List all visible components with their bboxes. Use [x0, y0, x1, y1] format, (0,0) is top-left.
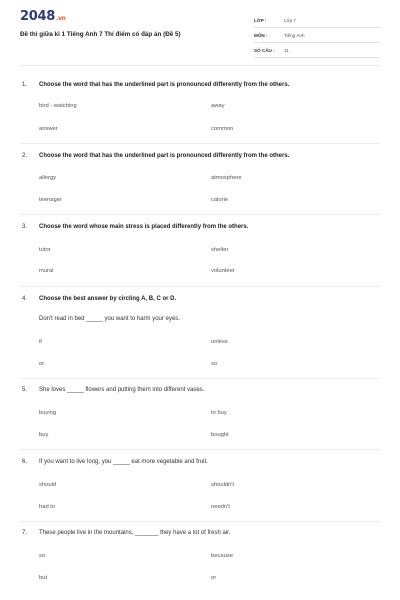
question-number: 5. — [22, 387, 28, 393]
question-divider — [20, 378, 380, 379]
meta-subject-row — [254, 29, 380, 43]
option-d[interactable]: so — [211, 361, 218, 367]
question-divider — [20, 286, 380, 287]
option-c[interactable]: buy — [39, 432, 49, 438]
option-d[interactable]: common — [211, 126, 234, 132]
option-a[interactable]: buying — [39, 410, 57, 416]
meta-class-row — [254, 14, 380, 28]
question-number: 1. — [22, 82, 28, 88]
option-c[interactable]: or — [39, 361, 45, 367]
option-b[interactable]: because — [211, 553, 233, 559]
page-header — [0, 0, 400, 66]
option-c[interactable]: but — [39, 575, 48, 581]
option-d[interactable]: or — [211, 575, 217, 581]
question-text: She loves _____ flowers and putting them into different vases. — [39, 387, 205, 393]
option-b[interactable]: unless — [211, 339, 228, 345]
option-c[interactable]: answer — [39, 126, 58, 132]
option-c[interactable]: mural — [39, 268, 54, 274]
option-a[interactable]: tutor — [39, 247, 51, 253]
question-text: These people live in the mountains, _______ they have a lot of fresh air. — [39, 530, 231, 536]
option-a[interactable]: so — [39, 553, 46, 559]
meta-class-value: Lớp 7 — [284, 18, 296, 23]
site-logo[interactable] — [20, 9, 66, 24]
meta-count-value: 11 — [284, 48, 289, 53]
option-a[interactable]: allergy — [39, 175, 57, 181]
option-b[interactable]: shouldn't — [211, 482, 235, 488]
question-divider — [20, 449, 380, 450]
document-title: Đề thi giữa kì 1 Tiếng Anh 7 Thí điểm có đáp án (Đề 5) — [20, 31, 181, 38]
question-text: Choose the word that has the underlined part is pronounced differently from the others. — [39, 82, 290, 88]
meta-count-label: SỐ CÂU : — [254, 48, 275, 53]
option-a[interactable]: should — [39, 482, 57, 488]
option-c[interactable]: teenager — [39, 197, 62, 203]
question-text: Choose the word that has the underlined part is pronounced differently from the others. — [39, 153, 290, 159]
meta-class-label: LỚP : — [254, 18, 267, 23]
question-text: Choose the best answer by circling A, B, C or D. — [39, 296, 177, 302]
question-divider — [20, 214, 380, 215]
question-divider — [20, 521, 380, 522]
option-c[interactable]: had to — [39, 504, 56, 510]
question-number: 3. — [22, 224, 28, 230]
option-a[interactable]: if — [39, 339, 42, 345]
logo-suffix: .vn — [55, 15, 66, 22]
option-d[interactable]: volunteer — [211, 268, 235, 274]
question-text: Choose the word whose main stress is placed differently from the others. — [39, 224, 249, 230]
question-divider — [20, 143, 380, 144]
option-d[interactable]: bought — [211, 432, 229, 438]
question-number: 7. — [22, 530, 28, 536]
meta-subject-value: Tiếng Anh — [284, 33, 305, 38]
option-d[interactable]: needn't — [211, 504, 230, 510]
option-b[interactable]: atmosphere — [211, 175, 242, 181]
question-number: 6. — [22, 459, 28, 465]
question-number: 2. — [22, 153, 28, 159]
option-b[interactable]: to buy — [211, 410, 227, 416]
option-d[interactable]: calorie — [211, 197, 229, 203]
header-divider — [20, 65, 380, 66]
option-b[interactable]: shelter — [211, 247, 229, 253]
option-b[interactable]: away — [211, 103, 225, 109]
question-number: 4. — [22, 296, 28, 302]
logo-main: 2048 — [20, 9, 55, 24]
question-text: If you want to live long, you _____ eat more vegetable and fruit. — [39, 459, 208, 465]
option-a[interactable]: bird - watching — [39, 103, 77, 109]
question-sentence: Don't read in bed _____ you want to harm your eyes. — [39, 316, 180, 322]
meta-count-row — [254, 44, 380, 58]
meta-subject-label: MÔN : — [254, 33, 268, 38]
